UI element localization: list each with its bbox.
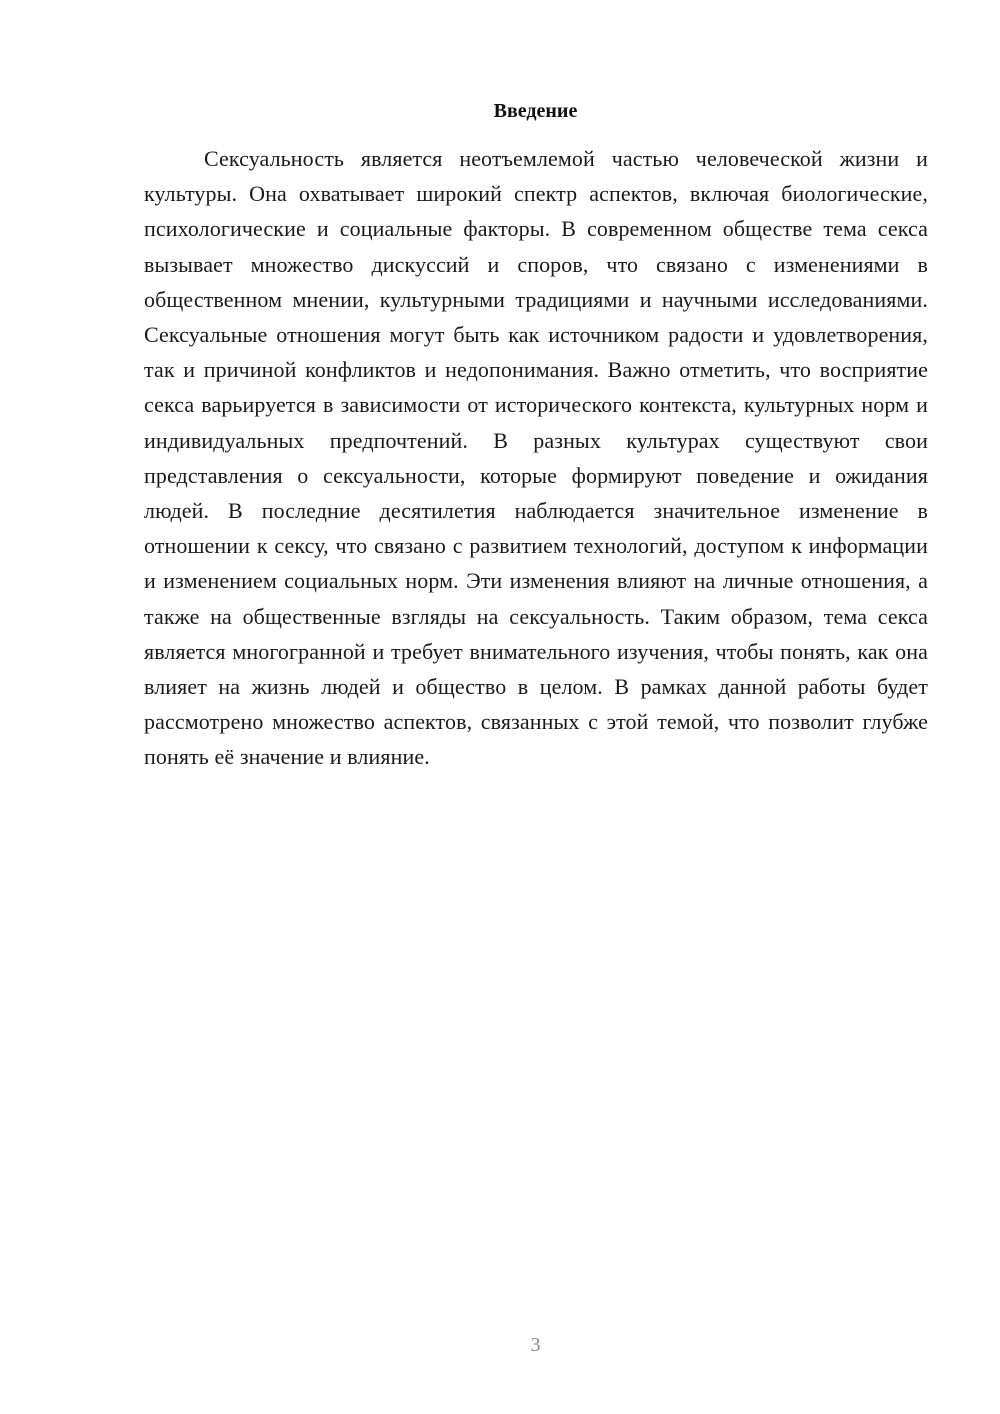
body-paragraph: Сексуальность является неотъемлемой частью человеческой жизни и культуры. Она охватывает широкий спектр аспектов, включая биологические, психологические и социальные факторы. В современном обществе тема секса вызывает множество дискуссий и споров, что связано с изменениями в общественном мнении, культурными традициями и научными исследованиями. Сексуальные отношения могут быть как источником радости и удовлетворения, так и причиной конфликтов и недопонимания. Важно отметить, что восприятие секса варьируется в зависимости от исторического контекста, культурных норм и индивидуальных предпочтений. В разных культурах существуют свои представления о сексуальности, которые формируют поведение и ожидания людей. В последние десятилетия наблюдается значительное изменение в отношении к сексу, что связано с развитием технологий, доступом к информации и изменением социальных норм. Эти изменения влияют на личные отношения, а также на общественные взгляды на сексуальность. Таким образом, тема секса является многогранной и требует внимательного изучения, чтобы понять, как она влияет на жизнь людей и общество в целом. В рамках данной работы будет рассмотрено множество аспектов, связанных с этой темой, что позволит глубже понять её значение и влияние. (144, 146, 928, 770)
page-number: 3 (530, 1334, 541, 1356)
section-heading: Введение (493, 100, 578, 122)
